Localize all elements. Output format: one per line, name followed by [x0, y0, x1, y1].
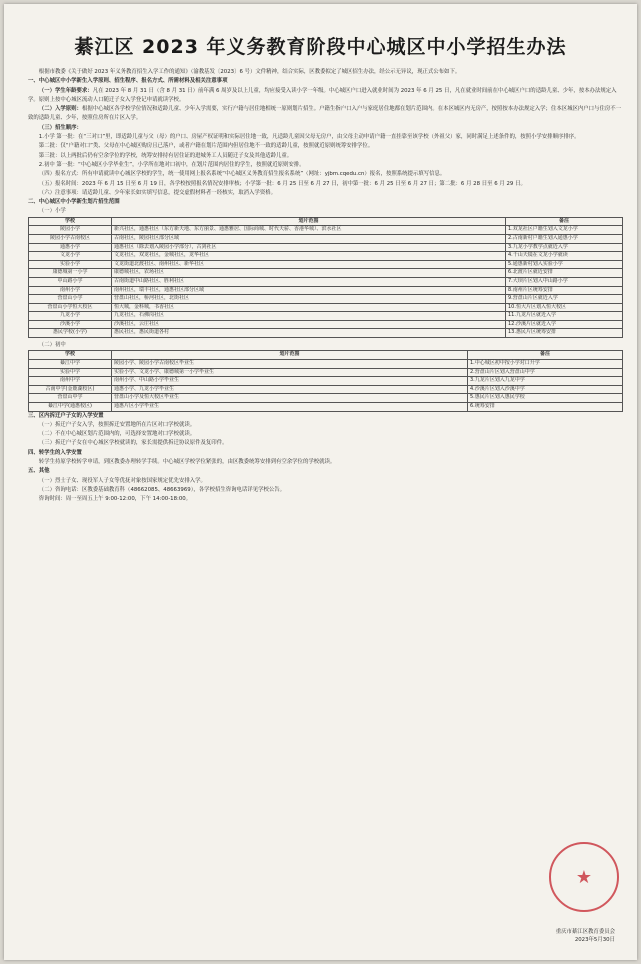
note-cell: 8.南州片区统筹安排	[506, 286, 623, 295]
section-1-heading: 一、中心城区中小学新生入学原则、招生程序、报名方式、所需材料及相关注意事项	[28, 78, 228, 85]
section-1-5: （四）报名方式：所有申请就读中心城区学校的学生，统一使用网上报名系统“中心城区义务教育招生报名系统”（网址：yjbm.cqedu.cn）报名，按照系统提示填写信息。	[38, 171, 446, 178]
school-cell: 通惠小学	[29, 243, 112, 252]
middle-table-row	[29, 377, 623, 386]
note-cell: 2.营盘山片区划入营盘山中学	[468, 368, 623, 377]
school-cell: 文龙小学	[29, 252, 112, 261]
issuer-name: 重庆市綦江区教育委员会	[555, 929, 615, 935]
range-cell: 古南街道中山路社区、胜利社区	[112, 277, 506, 286]
range-cell: 文龙街道北渡社区、南州社区、新华社区	[112, 260, 506, 269]
document-body	[28, 68, 623, 504]
school-cell: 綦江中学(通惠校区)	[29, 402, 112, 411]
note-cell: 7.大坝片区划入中山路小学	[506, 277, 623, 286]
primary-table-row	[29, 303, 623, 312]
section-1-3-2: 第二批：仅“户籍对口”类、父母在中心城区购房且已落户，或者户籍在划片范围内但居住地不一致的适龄儿童，按照就近原则统筹安排学位。	[38, 143, 374, 150]
primary-table-row	[29, 295, 623, 304]
school-cell: 古南中学(金鹿湖校区)	[29, 385, 112, 394]
official-seal: ★	[549, 842, 619, 912]
primary-table-row	[29, 243, 623, 252]
section-2-heading: 二、中心城区中小学新生划片招生范围	[28, 199, 120, 206]
range-cell: 沙溪社区，云庄社区	[112, 320, 506, 329]
section-1-2-label: （二）入学原则：	[38, 106, 82, 113]
note-cell: 3.九龙片区划入九龙中学	[468, 377, 623, 386]
middle-header-range: 划片范围	[112, 351, 468, 360]
primary-table-row	[29, 312, 623, 321]
note-cell: 5.惠民片区划入惠民学校	[468, 394, 623, 403]
document-page	[4, 4, 637, 960]
section-5-2: （二）咨询电话：区教委基础教育科（48662085、48663969），各学校招生咨询电话详见学校公告。	[38, 486, 286, 493]
section-3-heading: 三、区内拆迁户子女的入学安置	[28, 412, 104, 419]
middle-header-note: 备注	[468, 351, 623, 360]
intro-paragraph: 根据市教委《关于做好 2023 年义务教育招生入学工作的通知》（渝教基发〔2023〕6 号）文件精神，结合实际，区教委拟定了城区招生办法，经公示无异议，现正式公布如下。	[38, 69, 461, 75]
range-cell: 通惠小学、九龙小学毕业生	[112, 385, 468, 394]
section-1-4: 2.初中 第一批：“中心城区小学毕业生”，小学所在地对口初中，在划片范围内居住的学生，按照就近原则安排。	[38, 161, 305, 168]
school-cell: 实验小学	[29, 260, 112, 269]
section-1-1-text: 凡在 2023 年 8 月 31 日（含 8 月 31 日）前年满 6 周岁及以上儿童，均应接受入读小学一年级。中心城区户口进入就业时间为 2023 年 6 月 25 日，凡在就业时间前在中心城区户口的适龄儿童、少年，按本办法规定入学。原则上按中心城区流动人口随迁子女入学登记申请就读学校。	[28, 87, 617, 103]
note-cell: 3.九龙小学教学点就近入学	[506, 243, 623, 252]
school-cell: 陵园小学古南校区	[29, 234, 112, 243]
primary-table-row	[29, 269, 623, 278]
note-cell: 6.北渡片区就近安排	[506, 269, 623, 278]
section-2-1-heading: （一）小学	[38, 208, 66, 215]
range-cell: 营盘山小学及恒大校区毕业生	[112, 394, 468, 403]
note-cell: 1.中心城区初中按小学对口升学	[468, 359, 623, 368]
section-1-7: （六）注意事项：请适龄儿童、少年家长如实填写信息，提交虚假材料者一经核实，取消入学资格。	[38, 189, 276, 196]
school-cell: 惠民学校(小学)	[29, 329, 112, 338]
school-cell: 沙溪小学	[29, 320, 112, 329]
note-cell: 2.古南新村户籍生划入通惠小学	[506, 234, 623, 243]
school-cell: 康德城第一小学	[29, 269, 112, 278]
note-cell: 12.沙溪片区就近入学	[506, 320, 623, 329]
range-cell: 康德城社区，农场社区	[112, 269, 506, 278]
note-cell: 4.千山天镜在文龙小学就读	[506, 252, 623, 261]
primary-table-row	[29, 252, 623, 261]
middle-table-row	[29, 368, 623, 377]
range-cell: 九龙社区，石佛岗社区	[112, 312, 506, 321]
note-cell: 11.九龙片区就近入学	[506, 312, 623, 321]
section-1-1	[28, 87, 623, 106]
note-cell: 6.统筹安排	[468, 402, 623, 411]
section-1-1-label: （一）学生年龄要求：	[38, 87, 93, 94]
range-cell: 实验小学、文龙小学、康德城第一小学毕业生	[112, 368, 468, 377]
primary-table-row	[29, 226, 623, 235]
section-3-3: （三）拆迁户子女在中心城区学校就读的，家长需提供拆迁协议原件及复印件。	[38, 440, 228, 447]
primary-table-row	[29, 277, 623, 286]
primary-school-table	[28, 217, 623, 338]
school-cell: 陵园小学	[29, 226, 112, 235]
note-cell: 4.沙溪片区划入沙溪中学	[468, 385, 623, 394]
section-2-2-heading: （二）初中	[38, 342, 66, 349]
primary-table-row	[29, 286, 623, 295]
school-cell: 九龙小学	[29, 312, 112, 321]
section-5-1: （一）烈士子女、现役军人子女等优抚对象按国家规定优先安排入学。	[38, 477, 206, 484]
section-1-2-text: 根据中心城区各学校学位情况和适龄儿童、少年入学需要，实行户籍与居住地相统一原则划片招生。户籍生指户口入户与家庭居住地都在划片范围内。在本区城区内无房产，按照按本办法规定入学；住本区城区内户口与住房不一致的适龄儿童、少年，按照住房所在片区入学。	[28, 106, 622, 122]
document-footer	[556, 928, 615, 944]
middle-table-row	[29, 385, 623, 394]
section-3-2: （二）不在中心城区划片范围内的，可选择安置地对口学校就读。	[38, 431, 196, 438]
section-4-text: 转学生持原学校转学申请，到区教委办理转学手续。中心城区学校学位紧张的，由区教委统筹安排到有空余学位的学校就读。	[38, 459, 336, 465]
section-1-6: （五）报名时间：2023 年 6 月 15 日至 6 月 19 日，各学校按照报名情况安排审核；小学第一批：6 月 25 日至 6 月 27 日，初中第一批：6 月 25 日至 6 月 27 日；第二批：6 月 28 日至 6 月 29 日。	[38, 180, 526, 187]
section-1-3-3: 第三批：以上两批后仍有空余学位的学校，统筹安排持有居住证的进城务工人员随迁子女及其他适龄儿童。	[38, 152, 293, 159]
section-3-1: （一）拆迁户子女入学，按照拆迁安置地所在片区对口学校就读。	[38, 421, 196, 428]
school-cell: 中山路小学	[29, 277, 112, 286]
note-cell: 13.惠民片区统筹安排	[506, 329, 623, 338]
range-cell: 南州小学、中山路小学毕业生	[112, 377, 468, 386]
primary-header-school: 学校	[29, 217, 112, 226]
range-cell: 南州社区，瑞丰社区，通惠社区部分区域	[112, 286, 506, 295]
school-cell: 綦江中学	[29, 359, 112, 368]
primary-table-row	[29, 260, 623, 269]
middle-table-row	[29, 402, 623, 411]
primary-header-note: 备注	[506, 217, 623, 226]
school-cell: 南州中学	[29, 377, 112, 386]
primary-table-row	[29, 329, 623, 338]
section-4-heading: 四、转学生的入学安置	[28, 449, 82, 456]
page-title: 綦江区 2023 年义务教育阶段中心城区中小学招生办法	[74, 36, 567, 58]
primary-table-row	[29, 234, 623, 243]
middle-school-table	[28, 350, 623, 411]
primary-table-row	[29, 320, 623, 329]
school-cell: 营盘山小学恒大校区	[29, 303, 112, 312]
note-cell: 1.双龙社区户籍生划入文龙小学	[506, 226, 623, 235]
school-cell: 实验中学	[29, 368, 112, 377]
note-cell: 5.通惠新村划入实验小学	[506, 260, 623, 269]
school-cell: 营盘山小学	[29, 295, 112, 304]
note-cell: 9.营盘山片区就近入学	[506, 295, 623, 304]
range-cell: 通惠片区小学毕业生	[112, 402, 468, 411]
issue-date: 2023年5月30日	[574, 937, 615, 943]
section-1-3-1: 1.小学 第一批：在“三对口”里，即适龄儿童与父（母）的户口、房屋产权证明和实际居住地一致，凡适龄儿童因父母无房户，由父母主动申请户籍一直挂靠至该学校（外祖父）家，同时满足上述条件的，按照小学安排顺序排序。	[38, 134, 580, 141]
range-cell: 惠民社区，惠民街道各村	[112, 329, 506, 338]
range-cell: 新兴社区，通惠社区（东方新天地、东方丽景、通惠雅居、国际商城、时代天骄、香港华城）、滨水社区	[112, 226, 506, 235]
middle-table-row	[29, 359, 623, 368]
range-cell: 文龙社区，双龙社区，金城社区，龙华社区	[112, 252, 506, 261]
section-1-3-heading: （三）招生顺序：	[38, 124, 82, 131]
middle-header-school: 学校	[29, 351, 112, 360]
note-cell: 10.恒大片区划入恒大校区	[506, 303, 623, 312]
range-cell: 营盘山社区，桥河社区，北街社区	[112, 295, 506, 304]
range-cell: 古南社区，陵园社区部分区域	[112, 234, 506, 243]
middle-table-row	[29, 394, 623, 403]
primary-header-range: 划片范围	[112, 217, 506, 226]
section-1-2	[28, 105, 623, 124]
school-cell: 营盘山中学	[29, 394, 112, 403]
range-cell: 陵园小学、陵园小学古南校区毕业生	[112, 359, 468, 368]
range-cell: 恒大城，金科城，书香社区	[112, 303, 506, 312]
school-cell: 南州小学	[29, 286, 112, 295]
section-5-heading: 五、其他	[28, 468, 50, 475]
section-5-3: 咨询时间：周一至周五上午 9:00-12:00，下午 14:00-18:00。	[38, 496, 192, 503]
range-cell: 通惠社区（除去划入陵园小学部分），古剑社区	[112, 243, 506, 252]
